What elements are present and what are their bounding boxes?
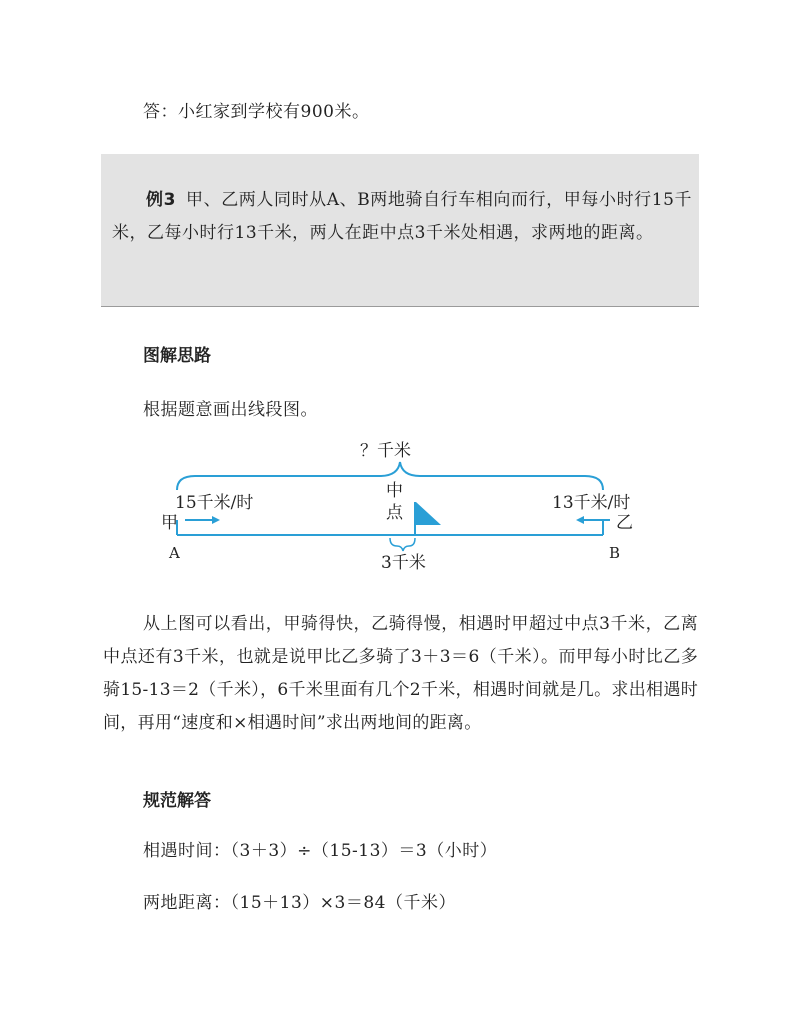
- point-A-label: A: [169, 544, 180, 562]
- midpoint-label-top: 中: [386, 481, 403, 501]
- example-box: [101, 154, 699, 307]
- example-text: 甲、乙两人同时从A、B两地骑自行车相向而行，甲每小时行15千米，乙每小时行13千米，两人在距中点3千米处相遇，求两地的距离。: [112, 190, 692, 243]
- total-distance-label: ？千米: [360, 441, 411, 461]
- offset-label: 3千米: [381, 553, 426, 573]
- midpoint-label-bottom: 点: [386, 503, 403, 523]
- example-problem: [112, 184, 692, 250]
- left-person-label: 甲: [161, 513, 178, 533]
- right-speed-label: 13千米/时: [552, 493, 631, 513]
- analysis-paragraph: 从上图可以看出，甲骑得快，乙骑得慢，相遇时甲超过中点3千米，乙离中点还有3千米，也就是说甲比乙多骑了3＋3＝6（千米）。而甲每小时比乙多骑15-13＝2（千米），6千米里面有几个2千米，相遇时间就是几。求出相遇时间，再用“速度和×相遇时间”求出两地间的距离。: [103, 614, 698, 733]
- midpoint-flag-icon: [416, 502, 441, 525]
- point-B-label: B: [609, 544, 621, 562]
- example-label: 例3: [146, 190, 176, 210]
- left-arrowhead-icon: [212, 516, 220, 524]
- line-segment-diagram: [150, 432, 650, 582]
- previous-answer: 答：小红家到学校有900米。: [143, 102, 370, 122]
- diagram-heading: 图解思路: [143, 346, 211, 366]
- offset-brace: [390, 538, 415, 551]
- right-person-label: 乙: [616, 513, 633, 533]
- right-arrowhead-icon: [576, 516, 584, 524]
- solution-distance: 两地距离：（15＋13）×3＝84（千米）: [143, 893, 456, 913]
- solution-heading: 规范解答: [143, 791, 211, 811]
- solution-meeting-time: 相遇时间：（3＋3）÷（15-13）＝3（小时）: [143, 841, 498, 861]
- left-speed-label: 15千米/时: [175, 493, 254, 513]
- diagram-intro: 根据题意画出线段图。: [143, 400, 318, 420]
